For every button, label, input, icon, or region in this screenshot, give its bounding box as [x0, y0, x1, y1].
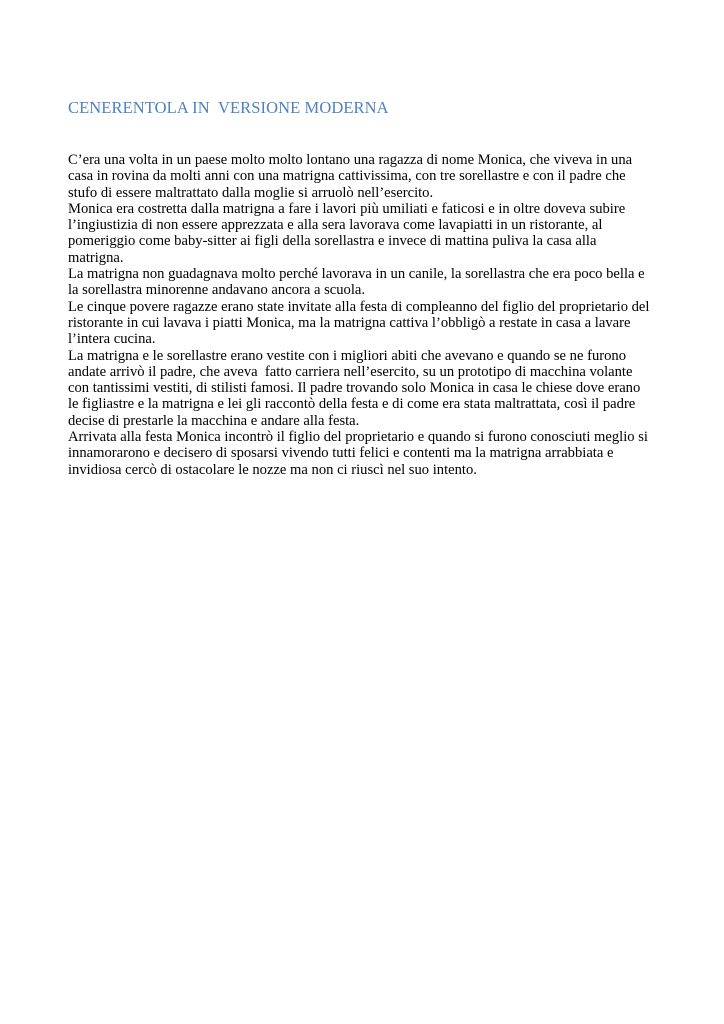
text-line: matrigna.	[68, 249, 124, 266]
text-line: l’intera cucina.	[68, 331, 156, 348]
text-line: innamorarono e decisero di sposarsi vivendo tutti felici e contenti ma la matrigna arrabbiata e	[68, 445, 614, 462]
text-line: decise di prestarle la macchina e andare alla festa.	[68, 412, 360, 429]
text-line: andate arrivò il padre, che aveva fatto carriera nell’esercito, su un prototipo di macchina volante	[68, 363, 633, 380]
text-line: la sorellastra minorenne andavano ancora a scuola.	[68, 282, 366, 299]
document-title: CENERENTOLA IN VERSIONE MODERNA	[68, 98, 389, 117]
text-line: ristorante in cui lavava i piatti Monica, ma la matrigna cattiva l’obbligò a restate in casa a lavare	[68, 314, 631, 331]
document-body	[68, 152, 658, 478]
paragraph-5	[68, 348, 658, 429]
text-line: con tantissimi vestiti, di stilisti famosi. Il padre trovando solo Monica in casa le chiese dove erano	[68, 380, 641, 397]
paragraph-2	[68, 201, 658, 266]
paragraph-4	[68, 299, 658, 348]
paragraph-1	[68, 152, 658, 201]
text-line: l’ingiustizia di non essere apprezzata e alla sera lavorava come lavapiatti in un ristorante, al	[68, 217, 603, 234]
text-line: pomeriggio come baby-sitter ai figli della sorellastra e invece di mattina puliva la casa alla	[68, 233, 597, 250]
text-line: C’era una volta in un paese molto molto lontano una ragazza di nome Monica, che viveva in una	[68, 152, 633, 168]
text-line: La matrigna e le sorellastre erano vestite con i migliori abiti che avevano e quando se ne furono	[68, 347, 627, 364]
paragraph-6	[68, 429, 658, 478]
text-line: invidiosa cercò di ostacolare le nozze ma non ci riuscì nel suo intento.	[68, 461, 477, 478]
text-line: La matrigna non guadagnava molto perché lavorava in un canile, la sorellastra che era poco bella e	[68, 266, 645, 283]
text-line: Le cinque povere ragazze erano state invitate alla festa di compleanno del figlio del proprietario del	[68, 298, 650, 315]
text-line: Monica era costretta dalla matrigna a fare i lavori più umiliati e faticosi e in oltre doveva subire	[68, 200, 626, 217]
paragraph-3	[68, 266, 658, 299]
text-line: casa in rovina da molti anni con una matrigna cattivissima, con tre sorellastre e con il padre che	[68, 168, 626, 185]
text-line: Arrivata alla festa Monica incontrò il figlio del proprietario e quando si furono conosciuti meglio si	[68, 429, 648, 446]
text-line: le figliastre e la matrigna e lei gli raccontò della festa e di come era stata maltrattata, così il padre	[68, 396, 636, 413]
text-line: stufo di essere maltrattato dalla moglie si arruolò nell’esercito.	[68, 184, 434, 201]
